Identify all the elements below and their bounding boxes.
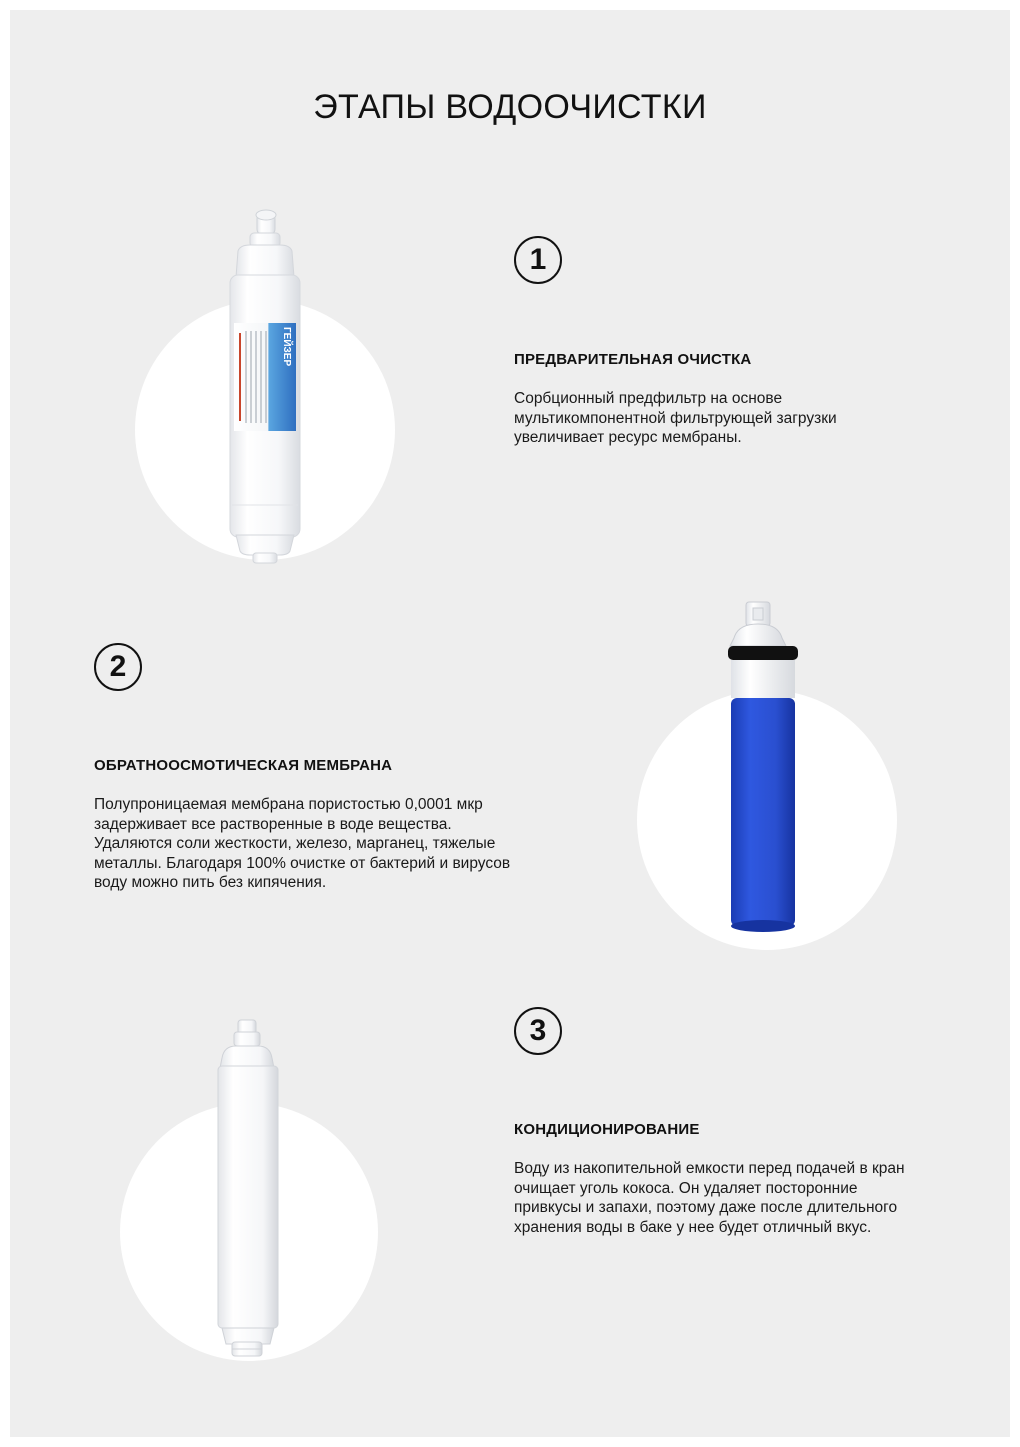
stage-3-description: Воду из накопительной емкости перед подачей в кран очищает уголь кокоса. Он удаляет посторонние привкусы и запахи, поэтому даже после длительного хранения воды в баке у нее будет отличный вкус.	[514, 1160, 905, 1236]
stage-3-number-badge: 3	[514, 1007, 562, 1055]
blue-membrane-cartridge-image	[720, 598, 810, 938]
stage-2-heading: ОБРАТНООСМОТИЧЕСКАЯ МЕМБРАНА	[94, 757, 393, 774]
white-carbon-cartridge-image	[210, 1018, 290, 1360]
stage-1-description: Сорбционный предфильтр на основе мультикомпонентной фильтрующей загрузки увеличивает ресурс мембраны.	[514, 390, 837, 447]
white-sorption-cartridge-image	[220, 205, 310, 565]
stage-2-number-badge: 2	[94, 643, 142, 691]
page-title: ЭТАПЫ ВОДООЧИСТКИ	[313, 88, 707, 126]
stage-3-heading: КОНДИЦИОНИРОВАНИЕ	[514, 1121, 700, 1138]
stage-2-description: Полупроницаемая мембрана пористостью 0,0001 мкр задерживает все растворенные в воде вещества. Удаляются соли жесткости, железо, марганец, тяжелые металлы. Благодаря 100% очистке от бактерий и вирусов воду можно пить без кипячения.	[94, 796, 511, 892]
stage-1-number-badge: 1	[514, 236, 562, 284]
product-brand-label: ГЕЙЗЕР	[281, 327, 292, 367]
stage-1-heading: ПРЕДВАРИТЕЛЬНАЯ ОЧИСТКА	[514, 351, 752, 368]
